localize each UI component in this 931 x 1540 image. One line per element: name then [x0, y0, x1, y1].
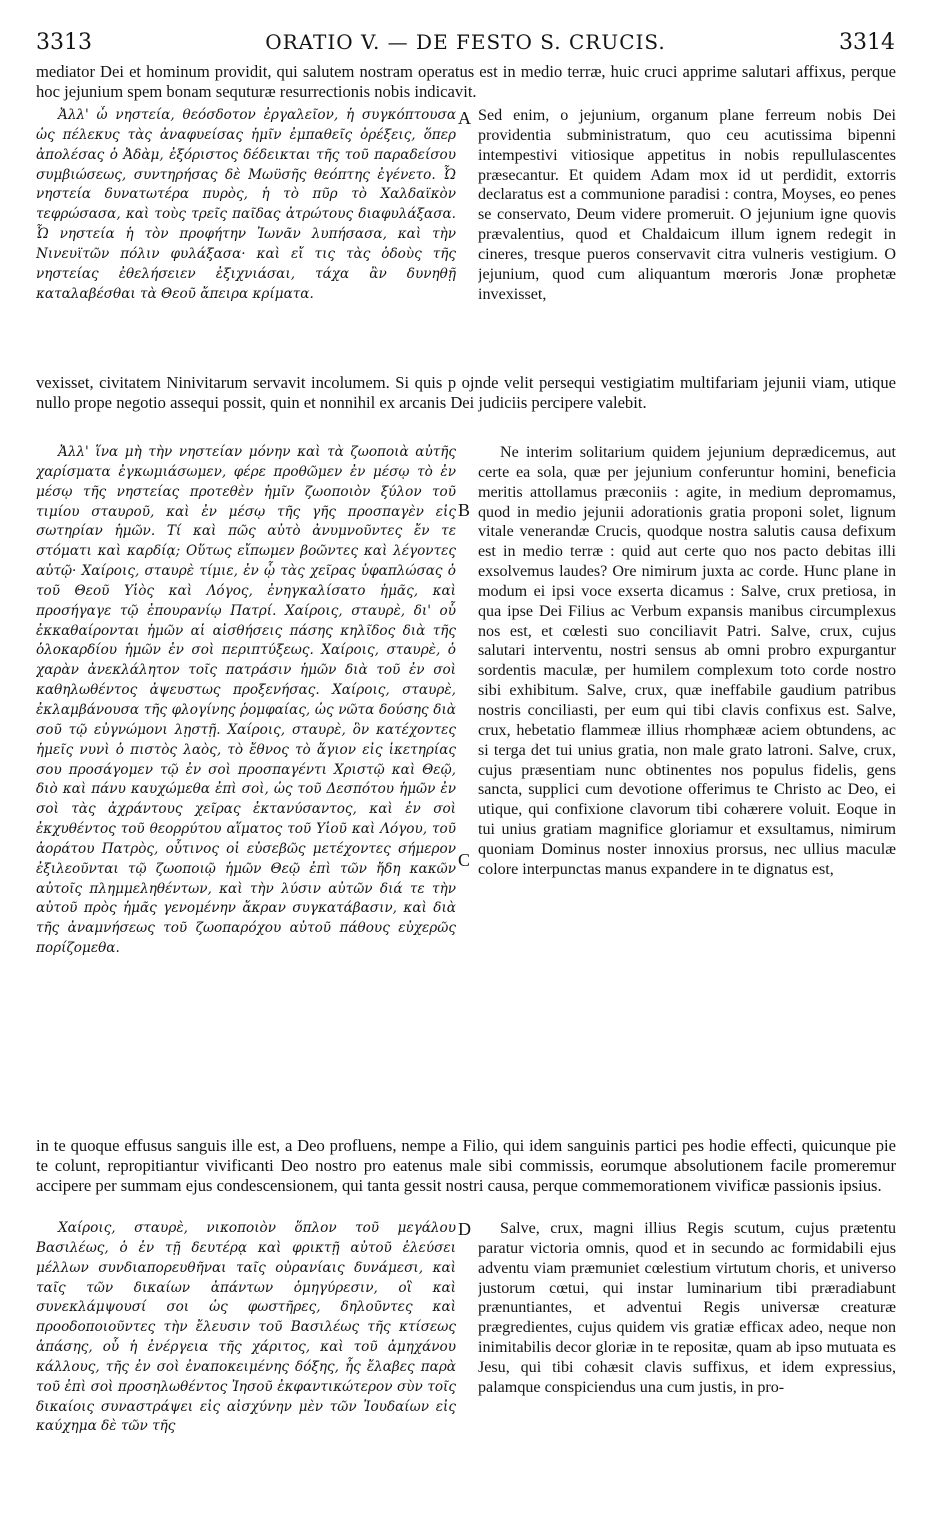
opening-latin-paragraph: mediator Dei et hominum providit, qui salutem nostram operatus est in medio terræ, huic cruci apprime salutari affixus, perque hoc jejunium spem bonam sequturæ resurrectionis nobis indicavit.	[36, 62, 896, 101]
greek-paragraph-a: Ἀλλ' ὦ νηστεία, θεόσδοτον ἐργαλεῖον, ἡ συγκόπτουσα ὡς πέλεκυς τὰς ἀναφυείσας ἡμῖν ἐμπαθεῖς ὀρέξεις, ὅπερ ἀπολέσας ὁ Ἀδὰμ, ἐξόριστος δέδεικται τῆς τοῦ παραδείσου συμβιώσεως, συντηρήσας δὲ Μωϋσῆς θεόπτης ἐγένετο. Ὦ νηστεία δυνατωτέρα πυρὸς, ἡ τὸ πῦρ τὸ Χαλδαϊκὸν τεφρώσασα, καὶ τοὺς τρεῖς παῖδας ἀτρώτους διαφυλάξασα. Ὦ νηστεία ἡ τὸν προφήτην Ἰωνᾶν λυπήσασα, καὶ τὴν Νινευϊτῶν πόλιν φυλάξασα· καὶ εἴ τις τὰς ὁδοὺς τῆς νηστείας ἐθελήσειεν ἐξιχνιάσαι, τάχα ἂν δυνηθῇ καταλαβέσθαι τὰ Θεοῦ ἄπειρα κρίματα.	[36, 107, 456, 302]
latin-fullwidth-a: vexisset, civitatem Ninivitarum servavit incolumem. Si quis p ojnde velit persequi vestigiatim multifariam jejunii viam, utique nullo prope negotio assequi possit, quin et nonnihil ex arcanis Dei judiciis percipere valebit.	[36, 373, 896, 412]
section-marker-d: D	[458, 1219, 471, 1239]
section-marker-a: A	[458, 108, 471, 128]
page-number-left: 3313	[36, 30, 92, 55]
page-number-right: 3314	[839, 30, 895, 55]
latin-paragraph-a: Sed enim, o jejunium, organum plane ferreum nobis Dei providentia subministratum, quo ceu acutissima bipenni intempestivi vitiosique appetitus in nobis repullulascentes præsecantur. Et quidem Adam mox id ut perdidit, extorris declaratus est a communione paradisi : contra, Moyses, eo penes se conservato, Deum videre promeruit. O jejunium igne quovis prævalentius, quod et Chaldaicum illum ignem redegit in cineres, tresque pueros conservavit citra vulneris vestigium. O jejunium, quod cum aliquantum mœroris Jonæ prophetæ invexisset,	[478, 107, 896, 303]
running-title: ORATIO V. — DE FESTO S. CRUCIS.	[265, 30, 666, 54]
latin-paragraph-b: Ne interim solitarium quidem jejunium deprædicemus, aut certe ea sola, quæ per jejunium conferuntur homini, beneficia meritis attollamus præconiis : agite, in medium depromamus, quod in medio jejunii adorationis gratia proponi solet, lignum vitale venerandæ Crucis, quodque nostra salutis causa defixum est in medio terræ : quid aut certe quo nos pacto debitas illi exsolvemus laudes? Ore nimirum juxta ac corde. Hunc plane in modum ei ipsi voce exserta dicamus : Salve, crux pretiosa, in qua ipse Dei Filius ac Verbum expansis manibus circumplexus nos est, et cœlesti suo conciliavit Patri. Salve, crux, cujus salutari interventu, nostri sensus ab omni probro expurgantur sordentis maculæ, per humilem complexum toto corde nostro sibi exhibitum. Salve, crux, quæ ineffabile gaudium patribus nostris conciliasti, per eum qui tibi clavis confixus est. Salve, crux, hebetatio flammeæ illius rhomphææ aciem obtundens, ac si terga det tui unius gratia, non male grato latroni. Salve, crux, cujus præsentiam nunc obtinentes nos populus fidelis, gens sancta, supplici cum devotione offerimus te Christo ac Deo, ei utique, qui confixione clavorum tibi cohærere voluit. Eoque in tui unius gratiam magnifice gloriamur et exsultamus, nimirum quoniam Dominus noster innoxius prorsus, nec ullius maculæ colore interpunctas manus expandere in te dignatus est,	[478, 444, 896, 878]
section-marker-c: C	[458, 850, 471, 870]
section-marker-b: B	[458, 500, 471, 520]
greek-paragraph-b: Ἀλλ' ἵνα μὴ τὴν νηστείαν μόνην καὶ τὰ ζωοποιὰ αὐτῆς χαρίσματα ἐγκωμιάσωμεν, φέρε προθῶμεν ἐν μέσῳ τὸ ἐν μέσῳ τῆς νηστείας προτεθὲν ἡμῖν ζωοποιὸν ξύλον τοῦ τιμίου σταυροῦ, καὶ ἐν μέσῳ τῆς γῆς προσπαγὲν εἰς σωτηρίαν ἡμῶν. Τί καὶ πῶς αὐτὸ ἀνυμνοῦντες ἔν τε στόματι καὶ καρδίᾳ; Οὕτως εἴπωμεν βοῶντες καὶ λέγοντες αὐτῷ· Χαίροις, σταυρὲ τίμιε, ἐν ᾧ τὰς χεῖρας ὑφαπλώσας ὁ τοῦ Θεοῦ Υἱὸς καὶ Λόγος, ἐνηγκαλίσατο ἡμᾶς, καὶ προσήγαγε τῷ ἐπουρανίῳ Πατρί. Χαίροις, σταυρὲ, δι' οὗ ἐκκαθαίρονται ἡμῶν αἱ αἰσθήσεις πάσης κηλῖδος διὰ τῆς ὁλοκαρδίου ἡμῶν ἐν σοὶ περιπτύξεως. Χαίροις, σταυρὲ, ὁ χαρὰν ἀνεκλάλητον τοῖς πατράσιν ἡμῶν διὰ τοῦ ἐν σοὶ καθηλωθέντος ἀψευστως προξενήσας. Χαίροις, σταυρὲ, ἐκλαμβάνουσα τῆς φλογίνης ῥομφαίας, ὡς νῶτα δούσης διὰ σοῦ τῷ εὐγνώμονι λῃστῇ. Χαίροις, σταυρὲ, ὃν κατέχοντες ἡμεῖς νυνὶ ὁ πιστὸς λαὸς, τὸ ἔθνος τὸ ἅγιον εἰς ἱκετηρίας σου προσάγομεν τῷ ἐν σοὶ προσπαγέντι Χριστῷ καὶ Θεῷ, διὸ καὶ πάνυ καυχώμεθα ἐπὶ σοὶ, ὡς τοῦ Δεσπότου ἡμῶν ἐν σοὶ τὰς ἀχράντους χεῖρας ἐκτανύσαντος, καὶ ἐν σοὶ ἐκχυθέντος τοῦ θεορρύτου αἵματος τοῦ Υἱοῦ καὶ Λόγου, τοῦ ἀοράτου Πατρὸς, οὗτινος οἱ εὐσεβῶς μετέχοντες σήμερον ἐξιλεοῦνται τῷ ζωοποιῷ ἡμῶν Θεῷ ἐπὶ τῶν ἤδη κακῶν αὐτοῖς πλημμεληθέντων, καὶ τὴν λύσιν αὐτῶν διά τε τὴν αὐτοῦ πρὸς ἡμᾶς γενομένην ἄκραν συγκατάβασιν, καὶ διὰ τῆς ἀναμνήσεως τοῦ ζωοπαρόχου αὐτοῦ πάθους εὐχερῶς πορίζομεθα.	[36, 444, 456, 957]
latin-paragraph-d: Salve, crux, magni illius Regis scutum, cujus prætentu paratur victoria omnis, quod et in secundo ac formidabili ejus adventu viam præmuniet cœlestium virtutum choris, et universo justorum cœtui, qui instar luminarium tibi præradiabunt prænuntiantes, et adventui Regis universæ creaturæ prægredientes, cujus quidem vis gratiæ efficax adeo, neque non inimitabilis decor gloriæ in te repositæ, quam ab ipso mutuata es Jesu, qui tibi cohæsit clavis suffixus, et idem expressius, palamque conspiciendus una cum justis, in pro-	[478, 1220, 896, 1396]
latin-fullwidth-b: in te quoque effusus sanguis ille est, a Deo profluens, nempe a Filio, qui idem sanguinis partici pes hodie effecti, quicunque pie te colunt, repropitiantur vivificanti Deo nostro pro eatenus male sibi commissis, eorumque absolutionem facile promeremur accipere per summam ejus condescensionem, qui tanta gessit nostri causa, perque commemorationem vivificæ passionis ipsius.	[36, 1136, 896, 1195]
greek-paragraph-d: Χαίροις, σταυρὲ, νικοποιὸν ὅπλον τοῦ μεγάλου Βασιλέως, ὁ ἐν τῇ δευτέρᾳ καὶ φρικτῇ αὐτοῦ ἐλεύσει μέλλων συνδιαπορευθῆναι ταῖς οὐρανίαις δυνάμεσι, καὶ ταῖς τῶν δικαίων ἀπάντων ὁμηγύρεσιν, οἳ καὶ συνεκλάμψουσί σοι ὡς φωστῆρες, δηλοῦντες καὶ προοδοποιοῦντες τὴν ἔλευσιν τοῦ Βασιλέως τῆς κτίσεως ἁπάσης, οὗ ἡ ἐνέργεια τῆς χάριτος, καὶ τοῦ ἀμηχάνου κάλλους, τῆς ἐν σοὶ ἐναποκειμένης δόξης, ἧς ἔλαβες παρὰ τοῦ ἐπὶ σοὶ προσηλωθέντος Ἰησοῦ ἐκφαντικώτερον σὺν τοῖς δικαίοις συναστράψει εἰς αἰσχύνην μὲν τῶν Ἰουδαίων εἰς καύχημα δὲ τῶν τῆς	[36, 1220, 456, 1435]
running-header	[36, 30, 895, 60]
